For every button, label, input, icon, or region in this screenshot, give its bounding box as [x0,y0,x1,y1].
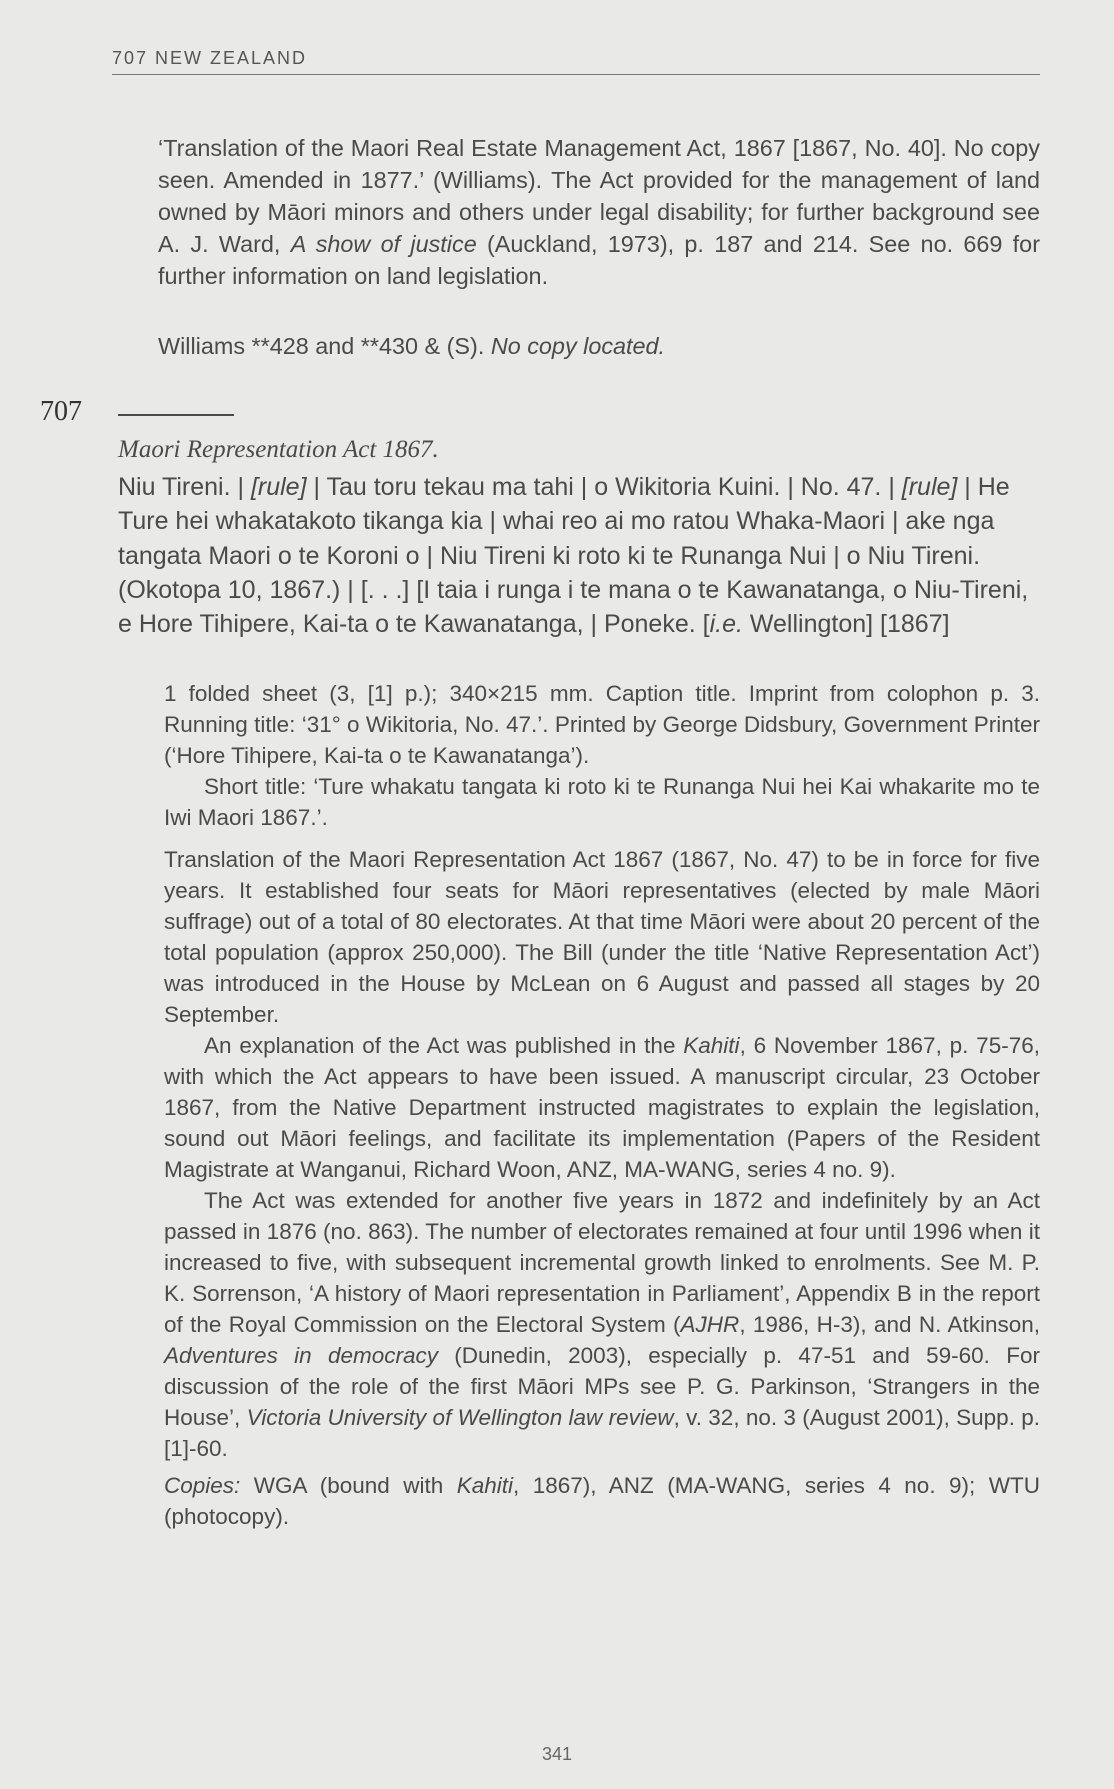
note-paragraph-3: The Act was extended for another five years in 1872 and indefinitely by an Act passed in 1876 (no. 863). The number of electorates remained at four until 1996 when it increased to five, with subsequent incremental growth linked to enrolments. See M. P. K. Sorrenson, ‘A history of Maori representation in Parliament’, Appendix B in the report of the Royal Commission on the Electoral System (AJHR, 1986, H-3), and N. Atkinson, Adventures in democracy (Dunedin, 2003), especially p. 47-51 and 59-60. For discussion of the role of the first Māori MPs see P. G. Parkinson, ‘Strangers in the House’, Victoria University of Wellington law review, v. 32, no. 3 (August 2001), Supp. p. [1]-60. [164,1188,1040,1461]
entry-number: 707 [40,396,82,427]
running-head-text: 707 NEW ZEALAND [112,48,308,68]
previous-entry-source: Williams **428 and **430 & (S). No copy located. [158,333,666,359]
short-title: Short title: ‘Ture whakatu tangata ki roto ki te Runanga Nui hei Kai whakarite mo te Iwi Maori 1867.’. [164,774,1040,830]
entry-title: Maori Representation Act 1867. [118,436,439,463]
collation-block [164,678,1040,833]
notes-block [164,844,1040,1532]
copies-line: Copies: WGA (bound with Kahiti, 1867), ANZ (MA-WANG, series 4 no. 9); WTU (photocopy). [164,1473,1040,1529]
collation: 1 folded sheet (3, [1] p.); 340×215 mm. Caption title. Imprint from colophon p. 3. Running title: ‘31° o Wikitoria, No. 47.’. Printed by George Didsbury, Government Printer (‘Hore Tihipere, Kai-ta o te Kawanatanga’). [164,681,1040,768]
page-number: 341 [541,1744,573,1764]
previous-entry-note: ‘Translation of the Maori Real Estate Management Act, 1867 [1867, No. 40]. No copy seen. Amended in 1877.’ (Williams). The Act provided for the management of land owned by Māori minors and others under legal disability; for further background see A. J. Ward, A show of justice (Auckland, 1973), p. 187 and 214. See no. 669 for further information on land legislation. [158,135,1040,289]
running-header [112,48,1040,75]
note-paragraph-2: An explanation of the Act was published in the Kahiti, 6 November 1867, p. 75-76, with which the Act appears to have been issued. A manuscript circular, 23 October 1867, from the Native Department instructed magistrates to explain the legislation, sound out Māori feelings, and facilitate its implementation (Papers of the Resident Magistrate at Wanganui, Richard Woon, ANZ, MA-WANG, series 4 no. 9). [164,1033,1040,1182]
title-page-transcription: Niu Tireni. | [rule] | Tau toru tekau ma tahi | o Wikitoria Kuini. | No. 47. | [rule] | He Ture hei whakatakoto tikanga kia | whai reo ai mo ratou Whaka-Maori | ake nga tangata Maori o te Koroni o | Niu Tireni ki roto ki te Runanga Nui | o Niu Tireni. (Okotopa 10, 1867.) | [. . .] [I taia i runga i te mana o te Kawanatanga, o Niu-Tireni, e Hore Tihipere, Kai-ta o te Kawanatanga, | Poneke. [i.e. Wellington] [1867] [118,473,1029,639]
author-dash [118,414,234,416]
note-paragraph-1: Translation of the Maori Representation Act 1867 (1867, No. 47) to be in force for five years. It established four seats for Māori representatives (elected by male Māori suffrage) out of a total of 80 electorates. At that time Māori were about 20 percent of the total population (approx 250,000). The Bill (under the title ‘Native Representation Act’) was introduced in the House by McLean on 6 August and passed all stages by 20 September. [164,847,1040,1027]
